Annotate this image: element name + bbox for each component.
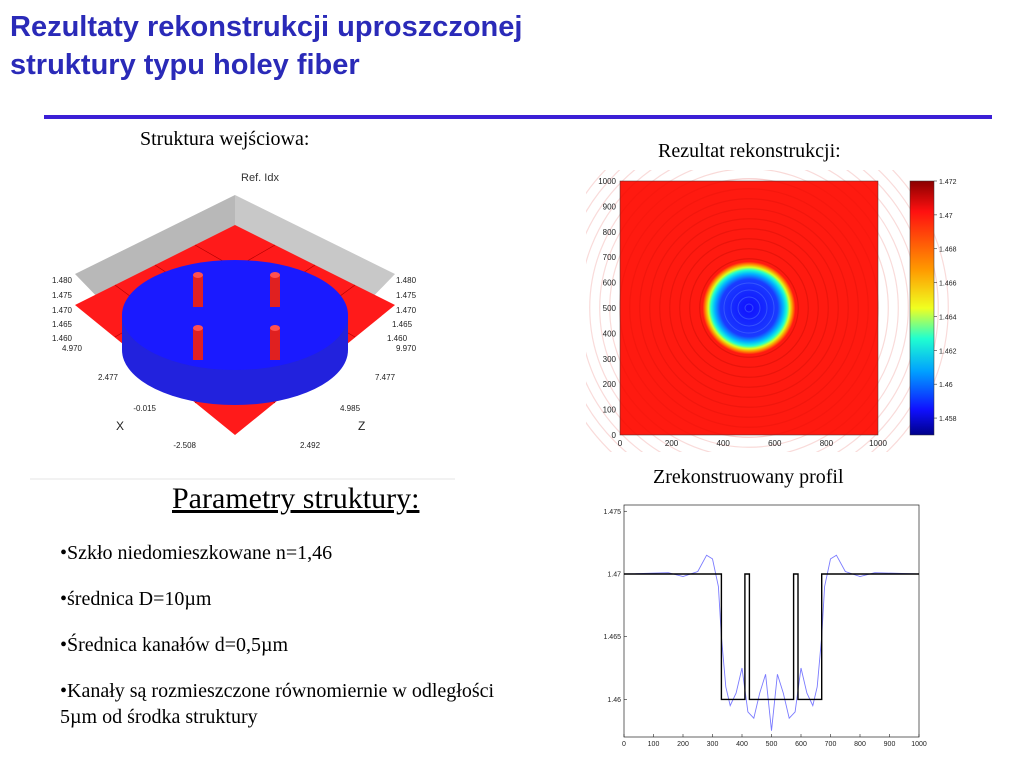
heatmap-y-tick: 0 xyxy=(611,431,616,440)
input-structure-caption: Struktura wejściowa: xyxy=(140,128,310,150)
heatmap-x-tick: 400 xyxy=(716,439,730,448)
heatmap-x-tick: 1000 xyxy=(869,439,887,448)
x-tick: -0.015 xyxy=(133,404,156,413)
profile-x-tick: 400 xyxy=(736,741,748,748)
colorbar-tick: 1.472 xyxy=(939,179,957,186)
z-tick-left: 1.480 xyxy=(51,276,72,285)
profile-x-tick: 900 xyxy=(883,741,896,748)
profile-x-tick: 800 xyxy=(854,741,866,748)
colorbar-tick: 1.462 xyxy=(939,348,957,356)
z-tick-right: 1.475 xyxy=(396,291,417,300)
parameter-item: •Szkło niedomieszkowane n=1,46 xyxy=(60,542,333,564)
profile-frame xyxy=(624,505,919,737)
profile-x-tick: 0 xyxy=(622,741,626,748)
core-disk xyxy=(703,262,796,355)
heatmap-x-tick: 800 xyxy=(819,439,834,448)
slide-title-line2: struktury typu holey fiber xyxy=(10,49,360,81)
parameter-item: •średnica D=10µm xyxy=(60,588,212,610)
heatmap-y-tick: 300 xyxy=(602,354,616,364)
z-axis-tick: 9.970 xyxy=(396,344,417,353)
z-axis-tick: 2.492 xyxy=(300,441,321,450)
heatmap-y-tick: 1000 xyxy=(598,177,616,186)
colorbar-tick: 1.458 xyxy=(939,416,957,424)
heatmap-y-tick: 400 xyxy=(602,329,616,339)
z-axis-tick: 4.985 xyxy=(340,404,361,413)
colorbar-tick: 1.46 xyxy=(939,382,953,390)
profile-y-tick: 1.47 xyxy=(607,571,621,579)
heatmap-y-tick: 200 xyxy=(602,380,616,390)
core-cylinder-top xyxy=(122,260,348,370)
z-axis-tick: 7.477 xyxy=(375,373,396,382)
title-divider xyxy=(44,115,992,119)
heatmap-x-tick: 200 xyxy=(664,439,679,448)
z-tick-left: 1.470 xyxy=(51,306,72,315)
colorbar xyxy=(910,181,934,435)
heatmap-y-tick: 900 xyxy=(602,202,616,212)
parameters-list xyxy=(60,540,530,750)
profile-y-ticks xyxy=(603,509,627,704)
heatmap-y-tick: 500 xyxy=(602,304,616,313)
heatmap-y-tick: 600 xyxy=(602,278,616,288)
reconstruction-caption: Rezultat rekonstrukcji: xyxy=(658,140,841,162)
parameter-item: •Kanały są rozmieszczone równomiernie w odległości 5µm od środka struktury xyxy=(60,680,495,728)
profile-x-tick: 200 xyxy=(677,741,689,748)
z-tick-right: 1.480 xyxy=(396,276,417,285)
parameter-item: •Średnica kanałów d=0,5µm xyxy=(60,634,289,656)
parameters-title: Parametry struktury: xyxy=(172,482,420,515)
heatmap-y-tick: 700 xyxy=(602,253,616,263)
profile-x-tick: 600 xyxy=(795,741,807,748)
colorbar-ticks xyxy=(934,179,957,423)
x-tick: -2.508 xyxy=(173,441,196,450)
heatmap-y-tick: 100 xyxy=(602,405,616,415)
profile-x-tick: 1000 xyxy=(911,741,927,748)
reconstructed-profile-chart xyxy=(588,500,928,750)
profile-x-tick: 700 xyxy=(824,741,837,748)
colorbar-tick: 1.468 xyxy=(939,246,957,254)
colorbar-tick: 1.466 xyxy=(939,280,957,288)
colorbar-tick: 1.464 xyxy=(939,314,957,322)
reconstruction-heatmap xyxy=(586,170,1016,452)
slide-title xyxy=(10,8,710,84)
plot-title: Ref. Idx xyxy=(241,172,279,184)
z-tick-right: 1.460 xyxy=(387,334,408,343)
heatmap-plot-area xyxy=(586,170,948,452)
profile-x-tick: 300 xyxy=(706,741,719,748)
slide-title-line1: Rezultaty rekonstrukcji uproszczonej xyxy=(10,11,523,43)
z-tick-left: 1.475 xyxy=(51,291,72,300)
heatmap-y-tick: 800 xyxy=(602,227,616,237)
heatmap-x-tick: 600 xyxy=(768,439,782,448)
x-tick: 4.970 xyxy=(61,344,82,353)
z-tick-left: 1.460 xyxy=(51,334,72,343)
input-structure-3d-plot xyxy=(30,165,460,481)
profile-y-tick: 1.46 xyxy=(607,696,621,704)
x-axis-label: X xyxy=(116,419,125,433)
profile-y-tick: 1.465 xyxy=(603,634,621,642)
heatmap-x-tick: 0 xyxy=(617,439,623,448)
z-tick-right: 1.470 xyxy=(396,306,417,315)
profile-y-tick: 1.475 xyxy=(603,508,621,516)
z-tick-left: 1.465 xyxy=(51,320,72,329)
z-tick-right: 1.465 xyxy=(392,320,413,329)
profile-axes-box xyxy=(624,505,919,737)
z-axis-label: Z xyxy=(358,419,366,433)
profile-x-tick: 500 xyxy=(765,741,778,748)
colorbar-tick: 1.47 xyxy=(939,212,953,220)
profile-x-tick: 100 xyxy=(647,741,660,748)
profile-caption: Zrekonstruowany profil xyxy=(653,466,844,488)
x-tick: 2.477 xyxy=(97,373,118,382)
